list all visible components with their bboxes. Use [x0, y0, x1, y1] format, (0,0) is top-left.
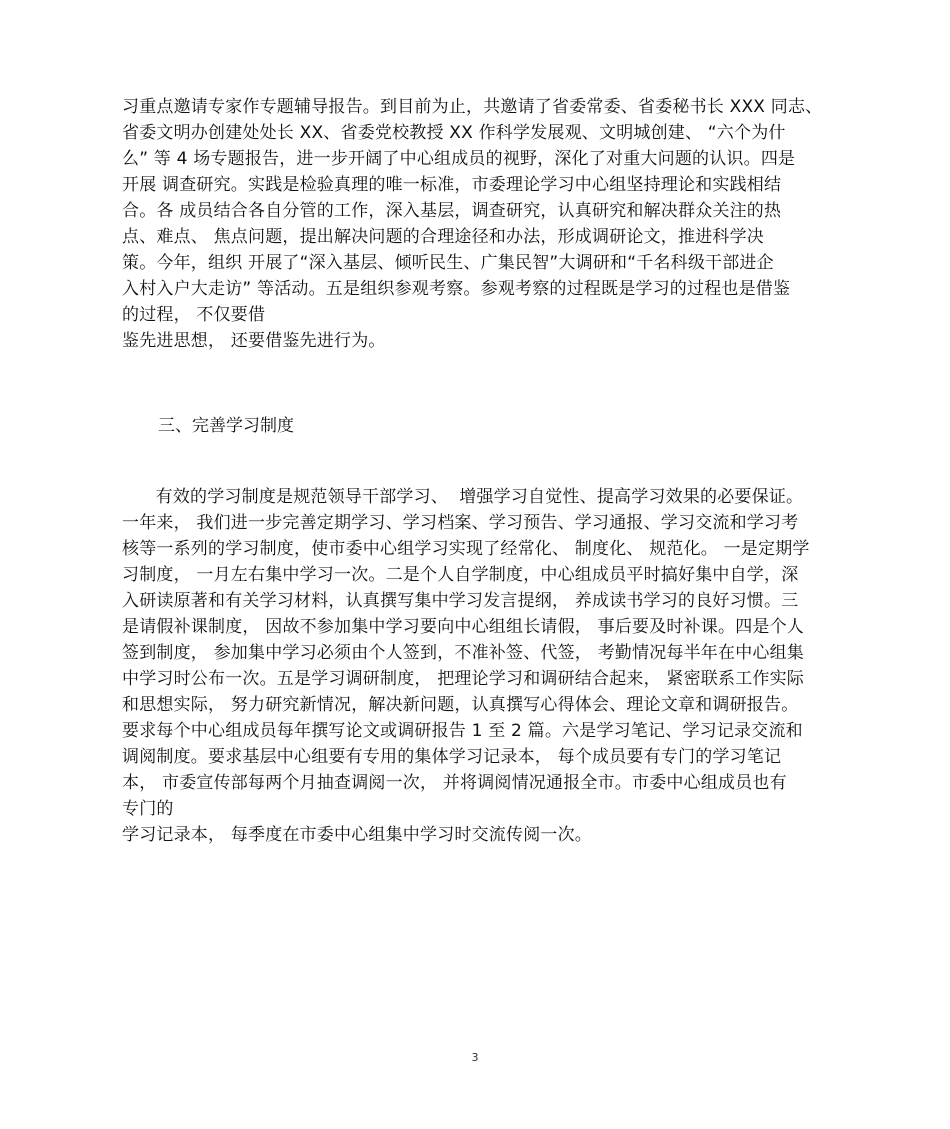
text-line: 入村入户大走访” 等活动。五是组织参观考察。参观考察的过程既是学习的过程也是借鉴	[122, 279, 791, 299]
text-line: 学习记录本， 每季度在市委中心组集中学习时交流传阅一次。	[122, 825, 593, 845]
text-line: 核等一系列的学习制度，使市委中心组学习实现了经常化、 制度化、 规范化。 一是定期学	[122, 539, 810, 559]
text-line: 本， 市委宣传部每两个月抽查调阅一次， 并将调阅情况通报全市。市委中心组成员也有	[122, 773, 787, 793]
text-line: 策。今年，组织 开展了“深入基层、倾听民生、广集民智”大调研和“千名科级干部进企	[122, 253, 774, 273]
text-line: 要求每个中心组成员每年撰写论文或调研报告 1 至 2 篇。六是学习笔记、学习记录交流和	[122, 721, 803, 741]
text-line: 开展 调查研究。实践是检验真理的唯一标准，市委理论学习中心组坚持理论和实践相结	[122, 175, 782, 195]
text-line: 有效的学习制度是规范领导干部学习、 增强学习自觉性、提高学习效果的必要保证。	[122, 487, 804, 507]
section-heading: 三、完善学习制度	[158, 416, 294, 436]
text-line: 点、难点、 焦点问题，提出解决问题的合理途径和办法，形成调研论文，推进科学决	[122, 227, 765, 247]
text-line: 是请假补课制度， 因故不参加集中学习要向中心组组长请假， 事后要及时补课。四是个人	[122, 617, 805, 637]
text-line: 省委文明办创建处处长 XX、省委党校教授 XX 作科学发展观、文明城创建、 “六个为什	[122, 123, 786, 143]
text-line: 中学习时公布一次。五是学习调研制度， 把理论学习和调研结合起来， 紧密联系工作实际	[122, 669, 805, 689]
page-number: 3	[471, 1051, 479, 1064]
text-line: 和思想实际， 努力研究新情况，解决新问题，认真撰写心得体会、理论文章和调研报告。	[122, 695, 799, 715]
text-line: 一年来， 我们进一步完善定期学习、学习档案、学习预告、学习通报、学习交流和学习考	[122, 513, 799, 533]
text-line: 鉴先进思想， 还要借鉴先进行为。	[122, 331, 386, 351]
text-line: 习制度， 一月左右集中学习一次。二是个人自学制度，中心组成员平时搞好集中自学，深	[122, 565, 799, 585]
text-line: 调阅制度。要求基层中心组要有专用的集体学习记录本， 每个成员要有专门的学习笔记	[122, 747, 782, 767]
body-paragraph-2	[122, 484, 842, 848]
text-line: 习重点邀请专家作专题辅导报告。到目前为止，共邀请了省委常委、省委秘书长 XXX 同志、	[122, 97, 823, 117]
body-paragraph-1	[122, 94, 842, 354]
text-line: 的过程， 不仅要借	[122, 305, 266, 325]
text-line: 专门的	[122, 799, 174, 819]
text-line: 合。各 成员结合各自分管的工作，深入基层，调查研究，认真研究和解决群众关注的热	[122, 201, 782, 221]
text-line: 签到制度， 参加集中学习必须由个人签到，不准补签、代签， 考勤情况每半年在中心组集	[122, 643, 805, 663]
text-line: 入研读原著和有关学习材料，认真撰写集中学习发言提纲， 养成读书学习的良好习惯。三	[122, 591, 799, 611]
text-line: 么” 等 4 场专题报告，进一步开阔了中心组成员的视野，深化了对重大问题的认识。四是	[122, 149, 796, 169]
